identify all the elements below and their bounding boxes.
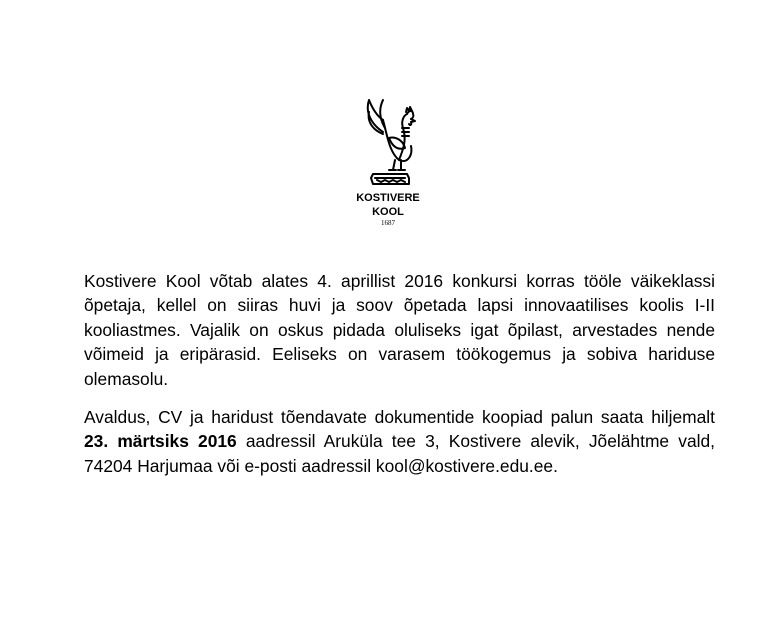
rooster-icon — [359, 94, 417, 190]
application-instructions: Avaldus, CV ja haridust tõendavate dokumentide koopiad palun saata hiljemalt — [84, 407, 715, 428]
logo-name-line1: KOSTIVERE — [356, 192, 420, 204]
logo-year: 1687 — [381, 219, 395, 227]
contact-address: aadressil Aruküla tee 3, Kostivere alevik, Jõelähtme vald, 74204 Harjumaa või e-posti aadressil kool@kostivere.edu.ee. — [84, 431, 715, 476]
announcement-paragraph-2 — [84, 405, 715, 478]
job-announcement — [84, 269, 715, 478]
announcement-paragraph-1: Kostivere Kool võtab alates 4. aprillist 2016 konkursi korras tööle väikeklassi õpetaja, kellel on siiras huvi ja soov õpetada lapsi innovaatilises koolis I-II kooliastmes. Vajalik on oskus pidada oluliseks igat õpilast, arvestades nende võimeid ja eripärasid. Eeliseks on varasem töökogemus ja sobiva hariduse olemasolu. — [84, 271, 715, 389]
application-deadline: 23. märtsiks 2016 — [84, 431, 237, 452]
school-logo — [352, 94, 424, 228]
logo-name-line2: KOOL — [372, 206, 404, 218]
